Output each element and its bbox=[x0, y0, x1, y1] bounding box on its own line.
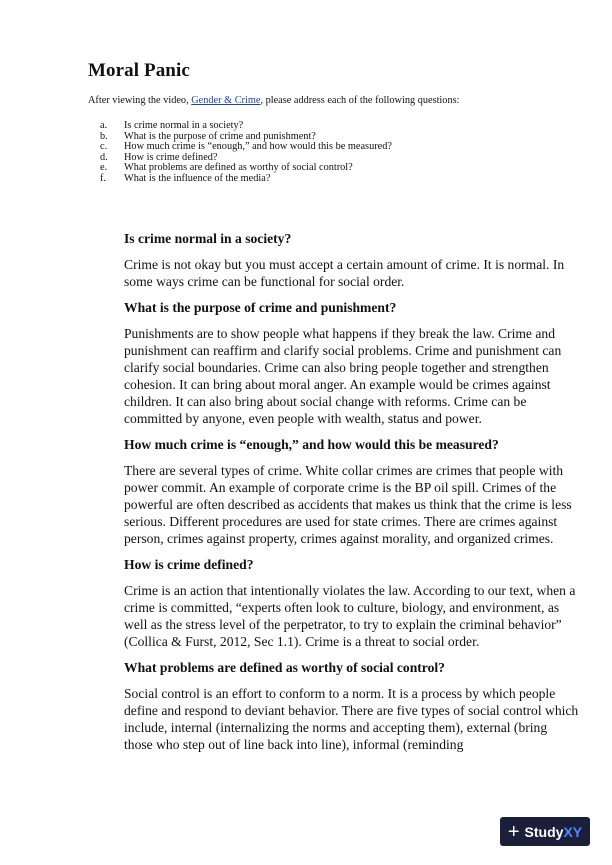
list-item-text: What problems are defined as worthy of social control? bbox=[124, 162, 353, 174]
question-list bbox=[100, 121, 392, 185]
list-marker: b. bbox=[100, 130, 108, 142]
answer-sections bbox=[124, 230, 579, 762]
brand-main: Study bbox=[524, 823, 564, 840]
brand-accent: XY bbox=[563, 823, 583, 840]
list-marker: f. bbox=[100, 172, 107, 184]
list-item-text: What is the purpose of crime and punishment? bbox=[124, 130, 316, 142]
section-heading: Is crime normal in a society? bbox=[124, 231, 292, 246]
document-title: Moral Panic bbox=[88, 60, 190, 81]
list-marker: e. bbox=[100, 162, 108, 174]
section-body: Social control is an effort to conform to a norm. It is a process by which people define and respond to deviant behavior. There are five types of social control which include, internal (internalizing the norms and accepting them), external (bring those who step out of line back into line), informal (reminding bbox=[124, 686, 579, 752]
section-heading: What is the purpose of crime and punishment? bbox=[124, 300, 397, 315]
list-item bbox=[100, 121, 392, 132]
list-marker: a. bbox=[100, 120, 108, 131]
section-heading: How much crime is “enough,” and how would this be measured? bbox=[124, 437, 499, 452]
section-body: Crime is an action that intentionally violates the law. According to our text, when a crime is committed, “experts often look to culture, biology, and environment, as well as the stress level of the perpetrator, to try to explain the criminal behavior” (Collica & Furst, 2012, Sec 1.1). Crime is a threat to social order. bbox=[124, 583, 576, 649]
list-item-text: Is crime normal in a society? bbox=[124, 120, 244, 131]
list-marker: d. bbox=[100, 151, 108, 163]
list-item-text: What is the influence of the media? bbox=[124, 172, 271, 184]
section-body: There are several types of crime. White collar crimes are crimes that people with power commit. An example of corporate crime is the BP oil spill. Crimes of the powerful are often described as accidents that makes us think that the crime is less serious. Different procedures are used for state crimes. There are crimes against person, crimes against property, crimes against morality, and organized crimes. bbox=[124, 463, 572, 546]
studyxy-watermark bbox=[500, 817, 590, 846]
section-body: Punishments are to show people what happens if they break the law. Crime and punishment can reaffirm and clarify social problems. Crime and punishment can clarify social boundaries. Crime can also bring people together and strengthen cohesion. It can bring about moral anger. An example would be crimes against children. It can also bring about social change with reforms. Crime can be committed by anyone, even people with wealth, status and power. bbox=[124, 326, 562, 426]
plus-icon: + bbox=[507, 820, 520, 843]
list-item bbox=[100, 174, 392, 185]
list-marker: c. bbox=[100, 141, 108, 153]
section-heading: How is crime defined? bbox=[124, 557, 254, 572]
intro-text-after: , please address each of the following questions: bbox=[260, 95, 460, 106]
section-heading: What problems are defined as worthy of social control? bbox=[124, 660, 445, 675]
video-link[interactable]: Gender & Crime bbox=[191, 95, 261, 106]
list-item-text: How is crime defined? bbox=[124, 151, 218, 163]
intro-text-before: After viewing the video, bbox=[88, 95, 192, 106]
section-body: Crime is not okay but you must accept a certain amount of crime. It is normal. In some ways crime can be functional for social order. bbox=[124, 257, 565, 289]
list-item-text: How much crime is “enough,” and how would this be measured? bbox=[124, 141, 392, 153]
intro-line bbox=[88, 95, 459, 106]
